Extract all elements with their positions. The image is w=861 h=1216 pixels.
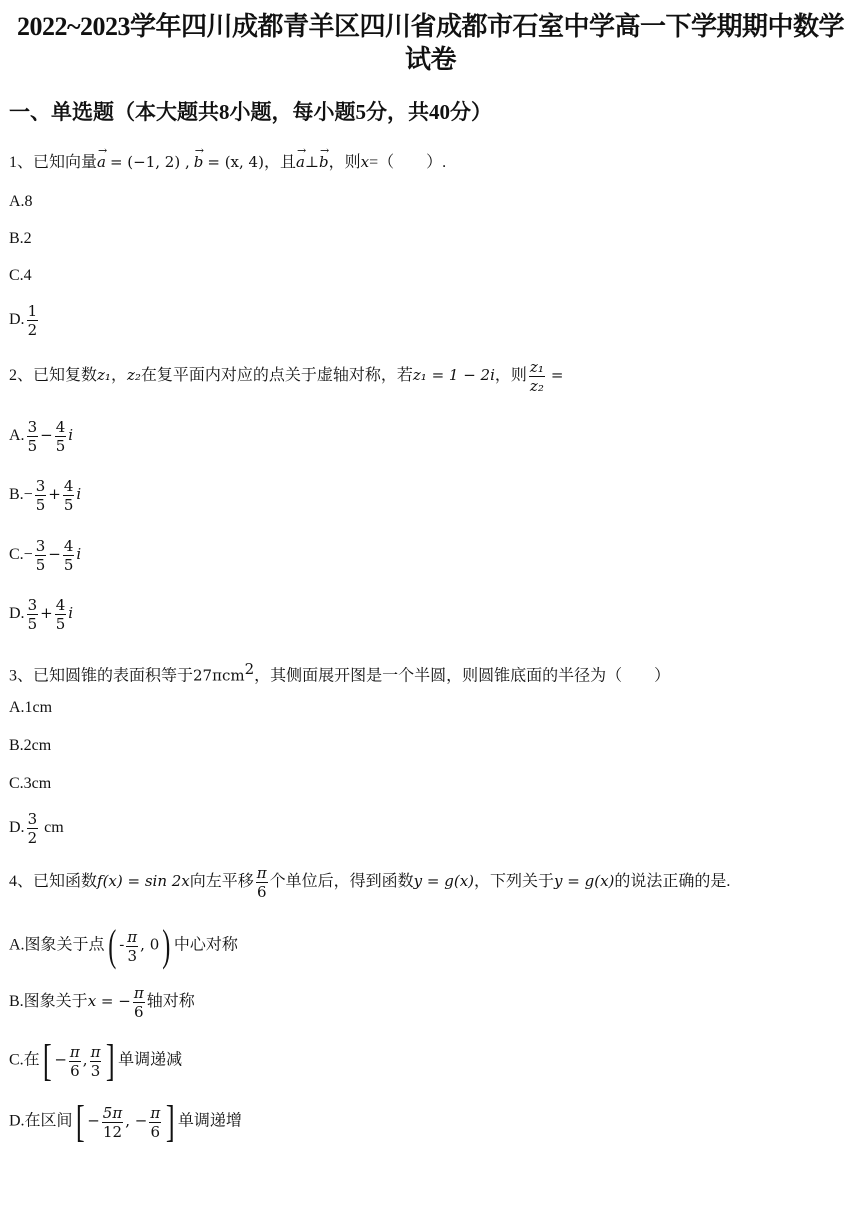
left-paren: ( xyxy=(107,921,116,970)
question-2-option-d: D. $\frac{3}{5}$ + $\frac{4}{5}$ i xyxy=(9,596,74,633)
question-1-option-d: D. $\frac{1}{2}$ xyxy=(9,302,38,339)
question-1-option-a: A.8 xyxy=(9,193,33,210)
question-4-stem: 4、已知函数f(x) = sin 2x向左平移 $\frac{\pi}{6}$ 个单位后，得到函数y = g(x)，下列关于y = g(x)的说法正确的是. xyxy=(9,864,731,901)
section-heading: 一、单选题（本大题共8小题，每小题5分，共40分） xyxy=(9,100,492,124)
question-1-option-b: B.2 xyxy=(9,230,32,247)
question-4-option-a: A.图象关于点( - $\frac{\pi}{3}$ , 0) 中心对称 xyxy=(9,921,238,970)
question-3-option-d: D. $\frac{3}{2}$ cm xyxy=(9,810,64,847)
document-title: 2022~2023学年四川成都青羊区四川省成都市石室中学高一下学期期中数学试卷 xyxy=(16,12,845,74)
question-3-stem: 3、已知圆锥的表面积等于27πcm$^2$，其侧面展开图是一个半圆，则圆锥底面的半径为（ ） xyxy=(9,660,671,685)
question-2-stem: 2、已知复数z₁，z₂在复平面内对应的点关于虚轴对称，若z₁ = 1 − 2i，则 $\frac{\text{z₁}}{\text{z₂}}$ = xyxy=(9,358,564,395)
vector-a: → a xyxy=(97,152,106,172)
left-bracket: [ xyxy=(75,1097,85,1146)
right-bracket: ] xyxy=(166,1097,175,1146)
vector-b: → b xyxy=(194,152,204,172)
question-2-option-a: A. $\frac{3}{5}$ − $\frac{4}{5}$ i xyxy=(9,418,74,455)
left-bracket: [ xyxy=(42,1036,52,1085)
question-4-option-d: D.在区间[ − $\frac{5\pi}{12}$ , − $\frac{\pi}{6}$ ] 单调递增 xyxy=(9,1097,242,1146)
question-1-stem: 1、已知向量→ a = (−1, 2) , → b = (x, 4)，且→ a⊥→ b，则x=（ ）. xyxy=(9,152,446,173)
question-3-option-a: A.1cm xyxy=(9,699,53,716)
question-2-option-c: C.− $\frac{3}{5}$ − $\frac{4}{5}$ i xyxy=(9,537,82,574)
question-1-option-c: C.4 xyxy=(9,267,32,284)
question-3-option-b: B.2cm xyxy=(9,737,52,754)
question-4-option-b: B.图象关于x = − $\frac{\pi}{6}$ 轴对称 xyxy=(9,984,195,1021)
question-3-option-c: C.3cm xyxy=(9,775,52,792)
question-2-option-b: B.− $\frac{3}{5}$ + $\frac{4}{5}$ i xyxy=(9,477,82,514)
right-paren: ) xyxy=(162,921,171,970)
right-bracket: ] xyxy=(106,1036,116,1085)
question-4-option-c: C.在[ − $\frac{\pi}{6}$ , $\frac{\pi}{3}$ ] 单调递减 xyxy=(9,1036,183,1085)
